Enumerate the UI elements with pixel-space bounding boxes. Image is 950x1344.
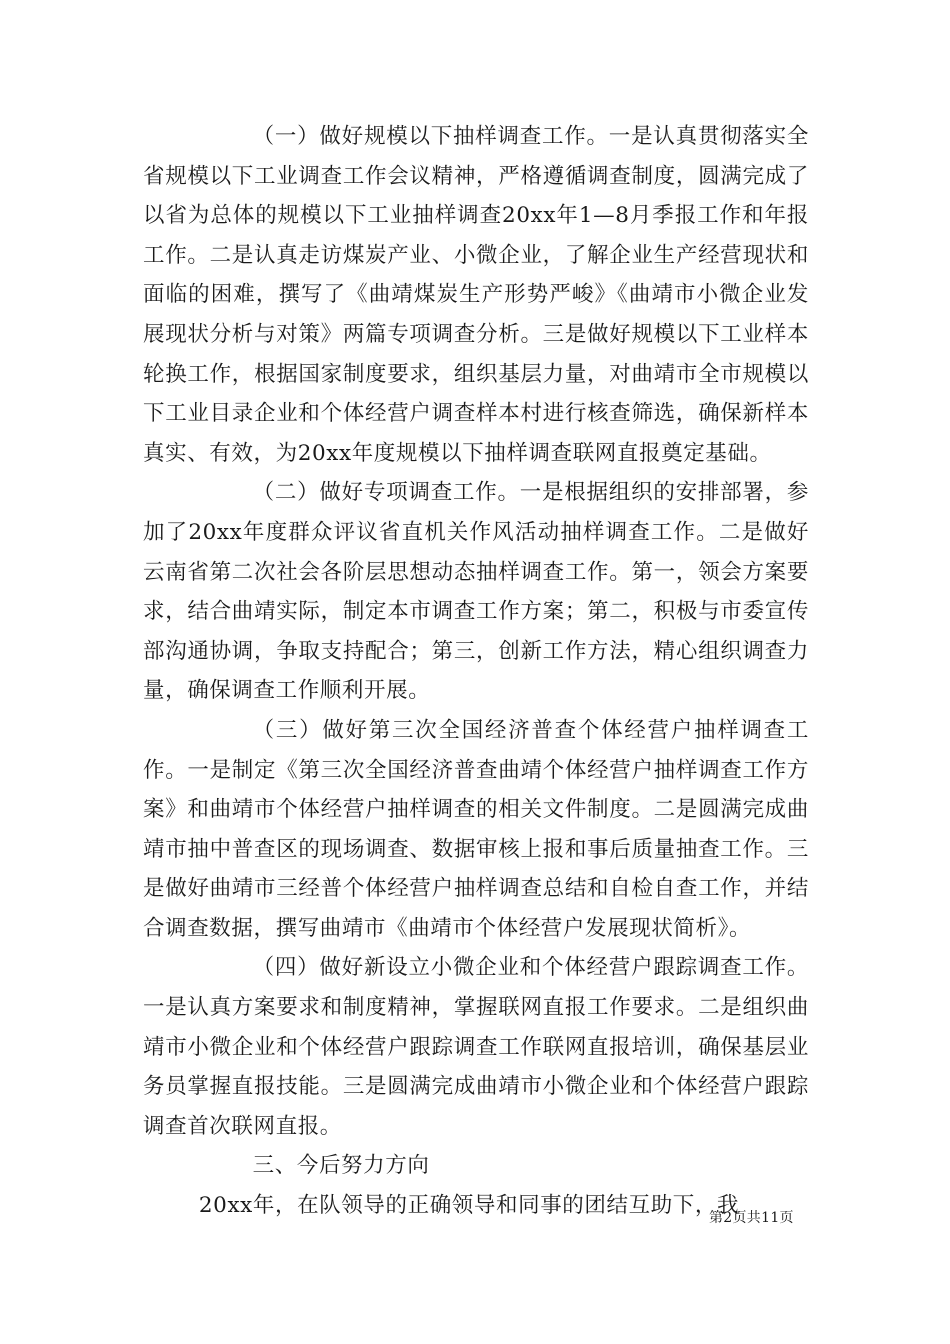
paragraph-economic-census: （三）做好第三次全国经济普查个体经营户抽样调查工作。一是制定《第三次全国经济普查曲靖个体经营户抽样调查工作方案》和曲靖市个体经营户抽样调查的相关文件制度。二是圆满完成曲靖市抽中普查区的现场调查、数据审核上报和事后质量抽查工作。三是做好曲靖市三经普个体经营户抽样调查总结和自检自查工作，并结合调查数据，撰写曲靖市《曲靖市个体经营户发展现状简析》。	[143, 717, 809, 941]
paragraph-tracking-survey: （四）做好新设立小微企业和个体经营户跟踪调查工作。一是认真方案要求和制度精神，掌握联网直报工作要求。二是组织曲靖市小微企业和个体经营户跟踪调查工作联网直报培训，确保基层业务员掌握直报技能。三是圆满完成曲靖市小微企业和个体经营户跟踪调查首次联网直报。	[143, 955, 809, 1139]
paragraph-special-survey: （二）做好专项调查工作。一是根据组织的安排部署，参加了20xx年度群众评议省直机关作风活动抽样调查工作。二是做好云南省第二次社会各阶层思想动态抽样调查工作。第一，领会方案要求，结合曲靖实际，制定本市调查工作方案；第二，积极与市委宣传部沟通协调，争取支持配合；第三，创新工作方法，精心组织调查力量，确保调查工作顺利开展。	[143, 480, 809, 704]
paragraph-scale-survey: （一）做好规模以下抽样调查工作。一是认真贯彻落实全省规模以下工业调查工作会议精神，严格遵循调查制度，圆满完成了以省为总体的规模以下工业抽样调查20xx年1—8月季报工作和年报工作。二是认真走访煤炭产业、小微企业，了解企业生产经营现状和面临的困难，撰写了《曲靖煤炭生产形势严峻》《曲靖市小微企业发展现状分析与对策》两篇专项调查分析。三是做好规模以下工业样本轮换工作，根据国家制度要求，组织基层力量，对曲靖市全市规模以下工业目录企业和个体经营户调查样本村进行核查筛选，确保新样本真实、有效，为20xx年度规模以下抽样调查联网直报奠定基础。	[143, 124, 809, 466]
page-number-footer: 第2页共11页	[709, 1210, 794, 1226]
paragraph-closing: 20xx年，在队领导的正确领导和同事的团结互助下，我	[198, 1193, 740, 1219]
document-body	[143, 117, 809, 1226]
section-heading: 三、今后努力方向	[252, 1153, 430, 1179]
